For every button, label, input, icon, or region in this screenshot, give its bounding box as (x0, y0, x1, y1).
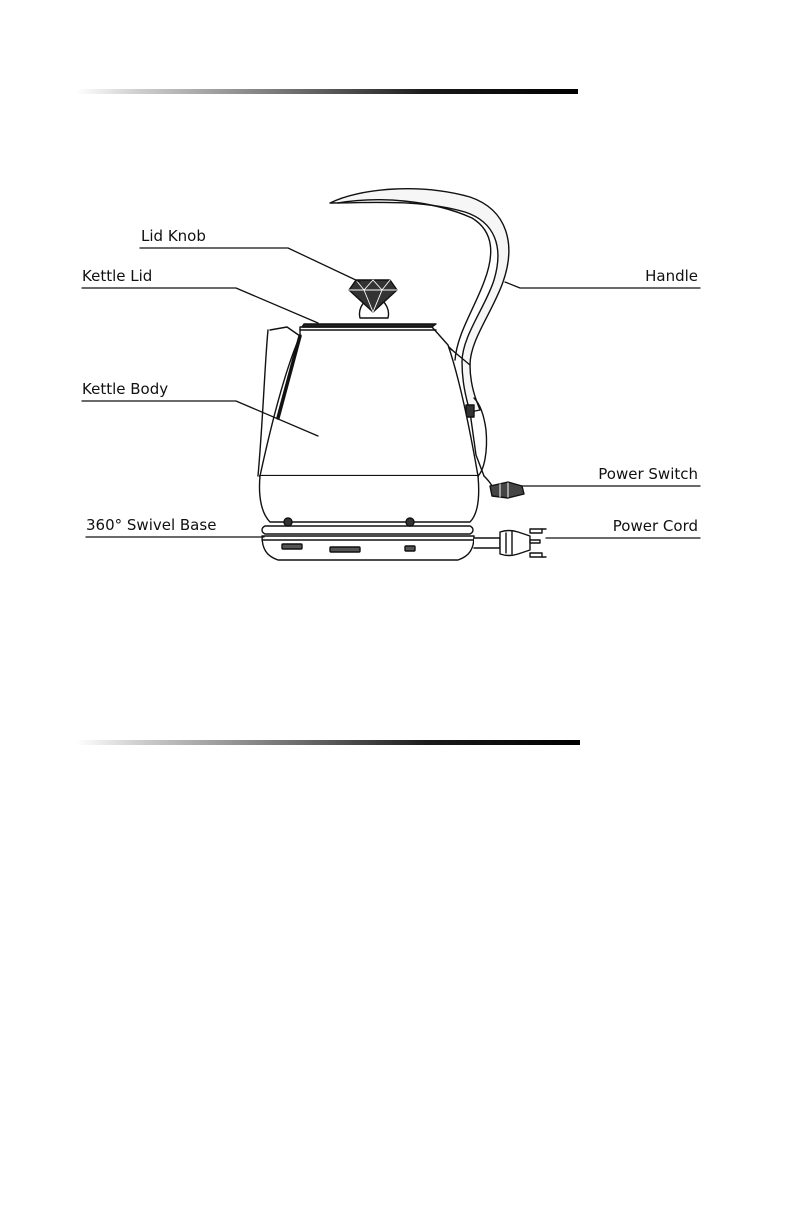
label-lid-knob: Lid Knob (141, 227, 206, 245)
power-cord-drawing (474, 529, 546, 557)
lid-knob-drawing (349, 280, 397, 318)
label-swivel-base: 360° Swivel Base (86, 516, 217, 534)
label-kettle-body: Kettle Body (82, 380, 169, 398)
label-power-cord: Power Cord (612, 517, 698, 535)
label-power-switch: Power Switch (598, 465, 698, 483)
label-handle: Handle (645, 267, 698, 285)
swivel-base-drawing (262, 518, 474, 560)
leader-kettle-lid (82, 288, 318, 323)
label-kettle-lid: Kettle Lid (82, 267, 153, 285)
leader-lid-knob (140, 248, 360, 282)
power-switch-drawing (490, 482, 524, 498)
